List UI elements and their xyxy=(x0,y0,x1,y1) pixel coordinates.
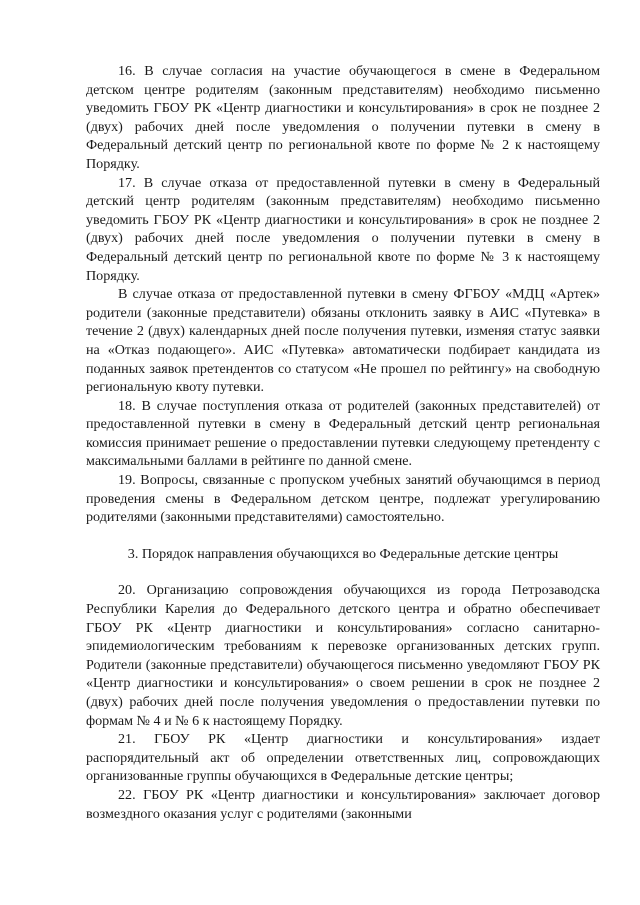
paragraph-19: 19. Вопросы, связанные с пропуском учебных занятий обучающимся в период проведения смены в Федеральном детском центре, подлежат урегулированию родителями (законными представителями) самостоятельно. xyxy=(86,472,600,526)
paragraph-17: 17. В случае отказа от предоставленной путевки в смену в Федеральный детский центр родителям (законным представителям) необходимо письменно уведомить ГБОУ РК «Центр диагностики и консультирования» в срок не позднее 2 (двух) рабочих дней после уведомления о получении путевки в смену в Федеральный детский центр по региональной квоте по форме № 3 к настоящему Порядку. xyxy=(86,174,600,284)
paragraph-20: 20. Организацию сопровождения обучающихся из города Петрозаводска Республики Карелия до Федерального детского центра и обратно обеспечивает ГБОУ РК «Центр диагностики и консультирования» согласно санитарно-эпидемиологическим требованиям к перевозке организованных детских групп. Родители (законные представители) обучающегося письменно уведомляют ГБОУ РК «Центр диагностики и консультирования» о своем решении в срок не позднее 2 (двух) рабочих дней после получения уведомления о предоставлении путевки по формам № 4 и № 6 к настоящему Порядку. xyxy=(86,582,600,729)
paragraph-16: 16. В случае согласия на участие обучающегося в смене в Федеральном детском центре родителям (законным представителям) необходимо письменно уведомить ГБОУ РК «Центр диагностики и консультирования» в срок не позднее 2 (двух) рабочих дней после уведомления о получении путевки в смену в Федеральный детский центр по региональной квоте по форме № 2 к настоящему Порядку. xyxy=(86,63,600,172)
paragraph-21: 21. ГБОУ РК «Центр диагностики и консультирования» издает распорядительный акт об определении ответственных лиц, сопровождающих организованные группы обучающихся в Федеральные детские центры; xyxy=(86,731,600,785)
paragraph-18: 18. В случае поступления отказа от родителей (законных представителей) от предоставленной путевки в смену в Федеральный детский центр региональная комиссия принимает решение о предоставлении путевки следующему претенденту с максимальными баллами в рейтинге по данной смене. xyxy=(86,397,600,470)
paragraph-22: 22. ГБОУ РК «Центр диагностики и консультирования» заключает договор возмездного оказания услуг с родителями (законными xyxy=(86,786,600,822)
paragraph-17-artek: В случае отказа от предоставленной путевки в смену ФГБОУ «МДЦ «Артек» родители (законные представители) обязаны отклонить заявку в АИС «Путевка» в течение 2 (двух) календарных дней после получения путевки, изменяя статус заявки на «Отказ подающего». АИС «Путевка» автоматически подбирает кандидата из поданных заявок претендентов со статусом «Не прошел по рейтингу» на свободную региональную квоту путевки. xyxy=(86,286,600,396)
section-heading: 3. Порядок направления обучающихся во Федеральные детские центры xyxy=(127,545,559,562)
document-body xyxy=(86,62,600,823)
